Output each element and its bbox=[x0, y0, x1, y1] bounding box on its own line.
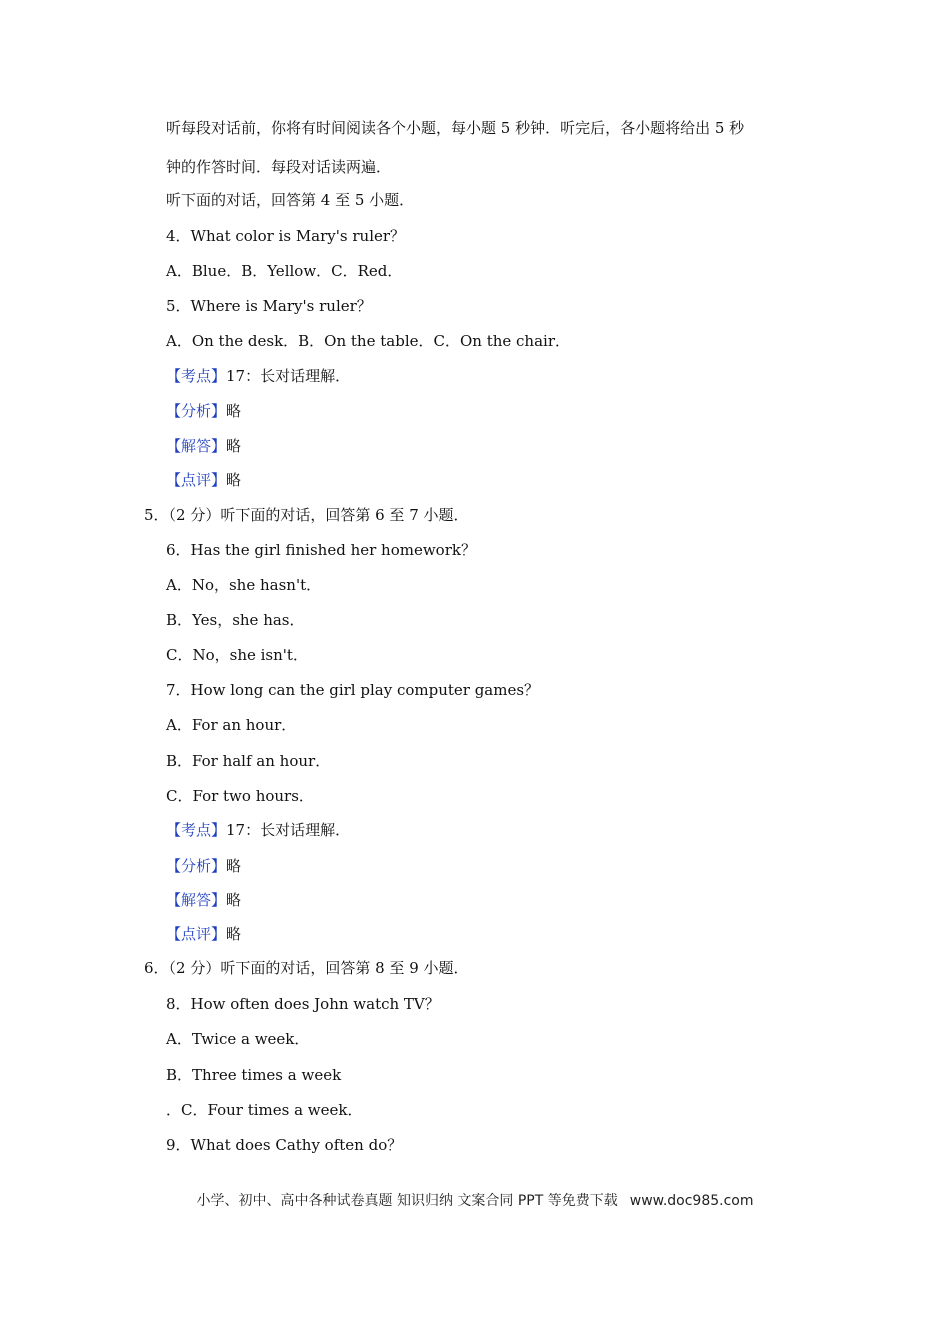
jieda-line bbox=[166, 890, 241, 910]
q9-stem: 9．What does Cathy often do？ bbox=[166, 1136, 403, 1154]
page-footer bbox=[0, 1190, 950, 1210]
q8-stem: 8．How often does John watch TV？ bbox=[166, 995, 440, 1013]
jieda-tag: 【解答】 bbox=[166, 891, 227, 909]
kaodian-tag: 【考点】 bbox=[166, 821, 227, 839]
dianping-line bbox=[166, 924, 241, 944]
dianping-text: 略 bbox=[226, 925, 242, 943]
q7-stem: 7．How long can the girl play computer games？ bbox=[166, 681, 540, 699]
dianping-tag: 【点评】 bbox=[166, 925, 227, 943]
q6-option-b: B．Yes，she has． bbox=[166, 611, 305, 629]
fenxi-text: 略 bbox=[226, 402, 242, 420]
fenxi-line bbox=[166, 856, 241, 876]
dianping-tag: 【点评】 bbox=[166, 471, 227, 489]
kaodian-line bbox=[166, 820, 350, 840]
jieda-text: 略 bbox=[226, 437, 242, 455]
jieda-line bbox=[166, 436, 241, 456]
kaodian-tag: 【考点】 bbox=[166, 367, 227, 385]
q5-stem: 5．Where is Mary's ruler？ bbox=[166, 297, 372, 315]
q8-option-a: A．Twice a week． bbox=[166, 1030, 310, 1048]
intro-line-3: 听下面的对话，回答第 4 至 5 小题． bbox=[166, 191, 415, 209]
q5-options: A．On the desk．B．On the table．C．On the chair． bbox=[166, 332, 570, 350]
jieda-tag: 【解答】 bbox=[166, 437, 227, 455]
q6-option-a: A．No，she hasn't． bbox=[166, 576, 322, 594]
fenxi-tag: 【分析】 bbox=[166, 857, 227, 875]
fenxi-line bbox=[166, 401, 241, 421]
q6-option-c: C．No，she isn't． bbox=[166, 646, 308, 664]
kaodian-text: 17：长对话理解． bbox=[226, 821, 351, 839]
kaodian-text: 17：长对话理解． bbox=[226, 367, 351, 385]
fenxi-tag: 【分析】 bbox=[166, 402, 227, 420]
q7-option-b: B．For half an hour． bbox=[166, 752, 331, 770]
footer-text: 小学、初中、高中各种试卷真题 知识归纳 文案合同 PPT 等免费下载 bbox=[196, 1193, 618, 1209]
intro-line-1: 听每段对话前，你将有时间阅读各个小题，每小题 5 秒钟．听完后，各小题将给出 5 秒 bbox=[166, 119, 745, 137]
jieda-text: 略 bbox=[226, 891, 242, 909]
q8-option-c: ．C．Four times a week． bbox=[166, 1101, 363, 1119]
q6-stem: 6．Has the girl finished her homework？ bbox=[166, 541, 476, 559]
kaodian-line bbox=[166, 366, 350, 386]
q7-option-a: A．For an hour． bbox=[166, 716, 297, 734]
section-6-heading: 6．（2 分）听下面的对话，回答第 8 至 9 小题． bbox=[144, 959, 469, 977]
q4-stem: 4．What color is Mary's ruler？ bbox=[166, 227, 406, 245]
dianping-line bbox=[166, 470, 241, 490]
intro-line-2: 钟的作答时间．每段对话读两遍． bbox=[166, 158, 392, 176]
q8-option-b: B．Three times a week bbox=[166, 1066, 342, 1084]
q4-options: A．Blue．B．Yellow．C．Red． bbox=[166, 262, 403, 280]
footer-url[interactable]: www.doc985.com bbox=[629, 1193, 754, 1209]
dianping-text: 略 bbox=[226, 471, 242, 489]
section-5-heading: 5．（2 分）听下面的对话，回答第 6 至 7 小题． bbox=[144, 506, 469, 524]
fenxi-text: 略 bbox=[226, 857, 242, 875]
q7-option-c: C．For two hours． bbox=[166, 787, 314, 805]
